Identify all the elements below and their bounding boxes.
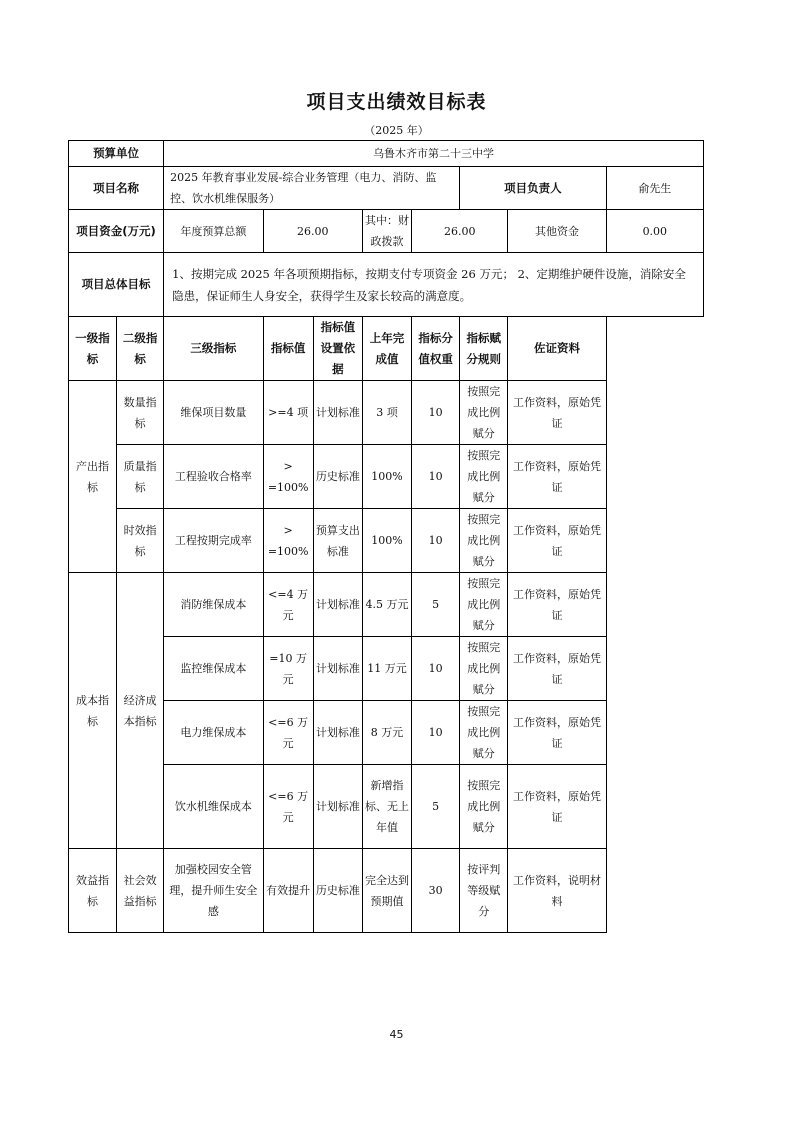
indicator-row xyxy=(69,765,704,849)
level2-indicator: 时效指标 xyxy=(117,509,164,573)
header-level1: 一级指标 xyxy=(69,317,117,381)
indicator-name: 工程按期完成率 xyxy=(164,509,263,573)
indicator-row xyxy=(69,701,704,765)
indicator-value: >=4 项 xyxy=(263,381,313,445)
indicator-weight: 5 xyxy=(412,765,460,849)
level1-indicator: 成本指标 xyxy=(69,573,117,849)
level2-indicator: 数量指标 xyxy=(117,381,164,445)
indicator-evidence: 工作资料，原始凭证 xyxy=(508,765,606,849)
level1-indicator: 产出指标 xyxy=(69,381,117,573)
project-name-label: 项目名称 xyxy=(69,167,164,210)
indicator-basis: 历史标准 xyxy=(313,849,362,933)
header-weight: 指标分值权重 xyxy=(412,317,460,381)
header-evidence: 佐证资料 xyxy=(508,317,606,381)
indicator-evidence: 工作资料，原始凭证 xyxy=(508,637,606,701)
indicator-evidence: 工作资料，原始凭证 xyxy=(508,509,606,573)
fiscal-funds-label: 其中：财政拨款 xyxy=(362,210,411,253)
indicator-value: =10 万元 xyxy=(263,637,313,701)
indicator-rule: 按照完成比例赋分 xyxy=(460,701,508,765)
document-year: （2025 年） xyxy=(364,124,429,137)
header-level3: 三级指标 xyxy=(164,317,263,381)
indicator-rule: 按照完成比例赋分 xyxy=(460,509,508,573)
indicator-basis: 预算支出标准 xyxy=(313,509,362,573)
indicator-name: 加强校园安全管理，提升师生安全感 xyxy=(164,849,263,933)
project-leader-value: 俞先生 xyxy=(606,167,703,210)
indicator-last-year: 11 万元 xyxy=(362,637,411,701)
indicator-evidence: 工作资料，原始凭证 xyxy=(508,445,606,509)
indicator-weight: 10 xyxy=(412,445,460,509)
indicator-basis: 计划标准 xyxy=(313,573,362,637)
project-leader-label: 项目负责人 xyxy=(460,167,606,210)
indicator-row xyxy=(69,573,704,637)
indicator-rule: 按照完成比例赋分 xyxy=(460,445,508,509)
indicator-name: 电力维保成本 xyxy=(164,701,263,765)
indicator-last-year: 完全达到预期值 xyxy=(362,849,411,933)
indicator-name: 维保项目数量 xyxy=(164,381,263,445)
budget-unit-row xyxy=(69,141,704,167)
indicator-weight: 30 xyxy=(412,849,460,933)
page-number: 45 xyxy=(389,1028,404,1041)
indicator-name: 监控维保成本 xyxy=(164,637,263,701)
indicator-value: <=4 万元 xyxy=(263,573,313,637)
indicator-basis: 计划标准 xyxy=(313,765,362,849)
project-funds-row xyxy=(69,210,704,253)
indicator-weight: 10 xyxy=(412,509,460,573)
indicator-row xyxy=(69,849,704,933)
project-funds-label: 项目资金(万元) xyxy=(69,210,164,253)
level2-indicator: 社会效益指标 xyxy=(117,849,164,933)
indicator-name: 饮水机维保成本 xyxy=(164,765,263,849)
header-value: 指标值 xyxy=(263,317,313,381)
indicator-value: <=6 万元 xyxy=(263,701,313,765)
overall-goal-label: 项目总体目标 xyxy=(69,253,164,317)
indicator-value: > =100% xyxy=(263,445,313,509)
indicator-last-year: 新增指标、无上年值 xyxy=(362,765,411,849)
indicator-last-year: 3 项 xyxy=(362,381,411,445)
header-level2: 二级指标 xyxy=(117,317,164,381)
indicator-evidence: 工作资料，原始凭证 xyxy=(508,381,606,445)
other-funds-value: 0.00 xyxy=(606,210,703,253)
indicator-last-year: 4.5 万元 xyxy=(362,573,411,637)
indicator-weight: 10 xyxy=(412,701,460,765)
budget-unit-value: 乌鲁木齐市第二十三中学 xyxy=(164,141,704,167)
level2-indicator: 经济成本指标 xyxy=(117,573,164,849)
overall-goal-row xyxy=(69,253,704,317)
indicator-last-year: 100% xyxy=(362,445,411,509)
other-funds-label: 其他资金 xyxy=(508,210,606,253)
level1-indicator: 效益指标 xyxy=(69,849,117,933)
indicator-weight: 10 xyxy=(412,637,460,701)
indicator-basis: 计划标准 xyxy=(313,701,362,765)
document-title: 项目支出绩效目标表 xyxy=(306,91,487,113)
indicator-basis: 历史标准 xyxy=(313,445,362,509)
indicator-basis: 计划标准 xyxy=(313,637,362,701)
indicator-rule: 按评判等级赋分 xyxy=(460,849,508,933)
fiscal-funds-value: 26.00 xyxy=(412,210,508,253)
indicator-weight: 5 xyxy=(412,573,460,637)
indicator-name: 工程验收合格率 xyxy=(164,445,263,509)
annual-budget-label: 年度预算总额 xyxy=(164,210,263,253)
indicator-last-year: 100% xyxy=(362,509,411,573)
budget-unit-label: 预算单位 xyxy=(69,141,164,167)
indicator-row xyxy=(69,509,704,573)
indicator-last-year: 8 万元 xyxy=(362,701,411,765)
header-last-year: 上年完成值 xyxy=(362,317,411,381)
indicator-rule: 按照完成比例赋分 xyxy=(460,765,508,849)
indicator-row xyxy=(69,637,704,701)
indicator-row xyxy=(69,445,704,509)
indicator-evidence: 工作资料，说明材料 xyxy=(508,849,606,933)
indicator-rule: 按照完成比例赋分 xyxy=(460,637,508,701)
indicator-rule: 按照完成比例赋分 xyxy=(460,573,508,637)
indicator-header-row xyxy=(69,317,704,381)
indicator-basis: 计划标准 xyxy=(313,381,362,445)
indicator-name: 消防维保成本 xyxy=(164,573,263,637)
project-name-row xyxy=(69,167,704,210)
performance-target-table xyxy=(68,140,704,933)
indicator-weight: 10 xyxy=(412,381,460,445)
indicator-row xyxy=(69,381,704,445)
indicator-evidence: 工作资料，原始凭证 xyxy=(508,701,606,765)
indicator-rule: 按照完成比例赋分 xyxy=(460,381,508,445)
project-name-value: 2025 年教育事业发展-综合业务管理（电力、消防、监控、饮水机维保服务） xyxy=(164,167,460,210)
overall-goal-value: 1、按期完成 2025 年各项预期指标，按期支付专项资金 26 万元； 2、定期维护硬件设施，消除安全隐患，保证师生人身安全，获得学生及家长较高的满意度。 xyxy=(164,253,704,317)
indicator-value: 有效提升 xyxy=(263,849,313,933)
indicator-value: > =100% xyxy=(263,509,313,573)
indicator-evidence: 工作资料，原始凭证 xyxy=(508,573,606,637)
header-basis: 指标值设置依据 xyxy=(313,317,362,381)
header-rule: 指标赋分规则 xyxy=(460,317,508,381)
indicator-value: <=6 万元 xyxy=(263,765,313,849)
level2-indicator: 质量指标 xyxy=(117,445,164,509)
annual-budget-value: 26.00 xyxy=(263,210,362,253)
